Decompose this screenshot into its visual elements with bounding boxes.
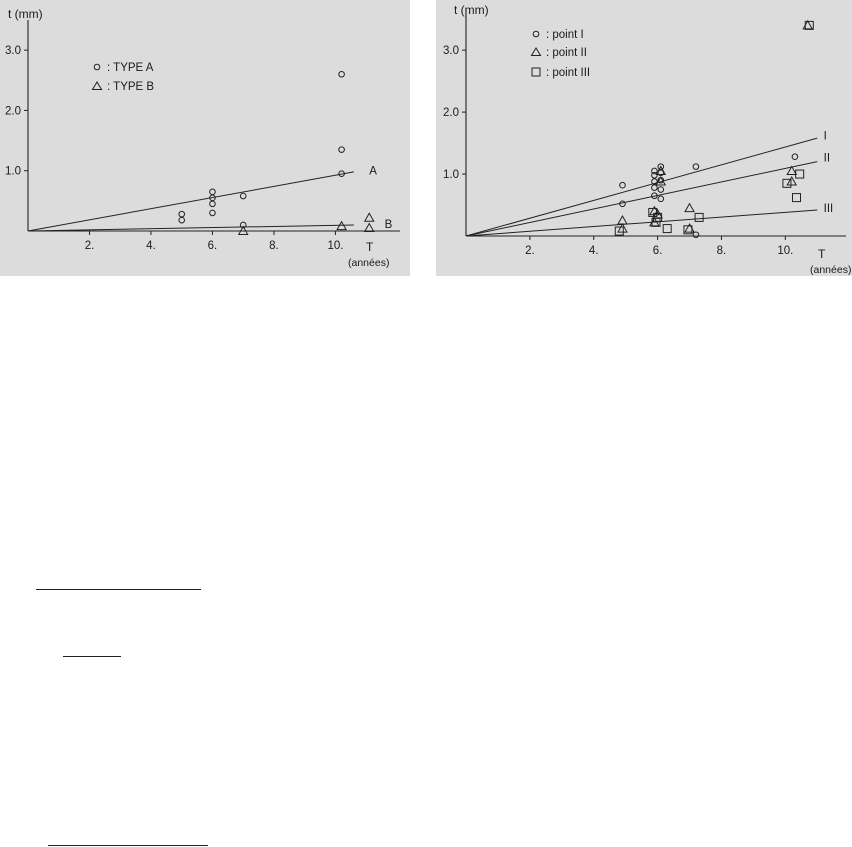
data-point-triangle <box>685 224 694 232</box>
data-point-square <box>615 227 623 235</box>
x-tick-label: 2. <box>84 240 95 252</box>
legend-triangle-marker <box>532 48 541 56</box>
divider-line <box>48 845 208 846</box>
legend-circle-marker <box>94 64 100 70</box>
data-point-triangle <box>787 177 796 185</box>
data-point-square <box>793 194 801 202</box>
y-tick-label: 1.0 <box>5 165 21 178</box>
y-tick-label: 2.0 <box>443 107 459 120</box>
trend-line <box>28 225 354 231</box>
x-axis-label: T <box>366 240 374 254</box>
legend-entry-point-iii: : point III <box>546 67 591 79</box>
data-point-circle <box>658 196 664 202</box>
data-point-circle <box>658 187 664 193</box>
x-axis-label: T <box>818 247 826 261</box>
legend-circle-marker <box>533 31 539 37</box>
x-tick-label: 8. <box>269 240 279 252</box>
chart-points-i-ii-iii <box>436 0 852 276</box>
x-tick-label: 10. <box>777 245 794 257</box>
x-tick-label: 6. <box>207 240 218 252</box>
left-chart-panel <box>0 0 410 276</box>
legend-triangle-marker <box>93 82 102 90</box>
data-point-square <box>796 170 804 178</box>
x-tick-label: 4. <box>146 240 156 252</box>
x-tick-label: 10. <box>327 240 344 252</box>
data-point-circle <box>693 232 699 238</box>
data-point-triangle <box>618 216 627 224</box>
data-point-square <box>663 225 671 233</box>
y-tick-label: 3.0 <box>443 45 459 58</box>
data-point-circle <box>179 217 185 223</box>
y-tick-label: 1.0 <box>443 169 459 182</box>
legend-square-marker <box>532 68 540 76</box>
data-point-circle <box>339 71 345 77</box>
trend-line <box>466 210 817 236</box>
data-point-circle <box>693 164 699 170</box>
data-point-circle <box>620 182 626 188</box>
trend-line-label: II <box>823 152 831 165</box>
trend-line <box>28 172 354 231</box>
data-point-circle <box>210 189 216 195</box>
divider-line <box>63 656 121 657</box>
legend-entry-point-i: : point I <box>546 29 584 41</box>
x-tick-label: 4. <box>588 245 599 257</box>
trend-line-label: III <box>823 203 834 216</box>
trend-line-label: A <box>369 165 377 178</box>
data-point-circle <box>652 185 658 191</box>
data-point-triangle <box>365 223 374 231</box>
data-point-circle <box>210 201 216 207</box>
divider-line <box>36 589 201 590</box>
data-point-circle <box>792 154 798 160</box>
y-tick-label: 2.0 <box>5 105 21 118</box>
data-point-circle <box>240 193 246 199</box>
y-axis-label: t (mm) <box>8 7 43 21</box>
trend-line <box>466 138 817 236</box>
trend-line-label: B <box>384 218 393 231</box>
data-point-square <box>695 213 703 221</box>
right-chart-panel <box>436 0 852 276</box>
data-point-triangle <box>803 21 812 29</box>
data-point-triangle <box>685 204 694 212</box>
legend <box>532 29 591 79</box>
data-point-triangle <box>365 213 374 221</box>
data-point-circle <box>179 211 185 217</box>
legend <box>93 62 155 93</box>
y-tick-label: 3.0 <box>5 45 21 58</box>
chart-type-a-b <box>0 0 410 276</box>
x-tick-label: 8. <box>716 245 727 257</box>
data-point-circle <box>339 147 345 153</box>
trend-line <box>466 162 817 236</box>
y-axis-label: t (mm) <box>454 3 489 17</box>
legend-entry-type-a: : TYPE A <box>107 62 154 74</box>
x-tick-label: 6. <box>652 245 663 257</box>
trend-line-label: I <box>823 130 827 143</box>
x-axis-unit: (années) <box>810 264 852 276</box>
legend-entry-type-b: : TYPE B <box>107 81 155 93</box>
data-point-triangle <box>618 224 627 232</box>
legend-entry-point-ii: : point II <box>546 47 587 59</box>
x-axis-unit: (années) <box>348 257 390 269</box>
data-point-circle <box>210 210 216 216</box>
x-tick-label: 2. <box>525 245 535 257</box>
